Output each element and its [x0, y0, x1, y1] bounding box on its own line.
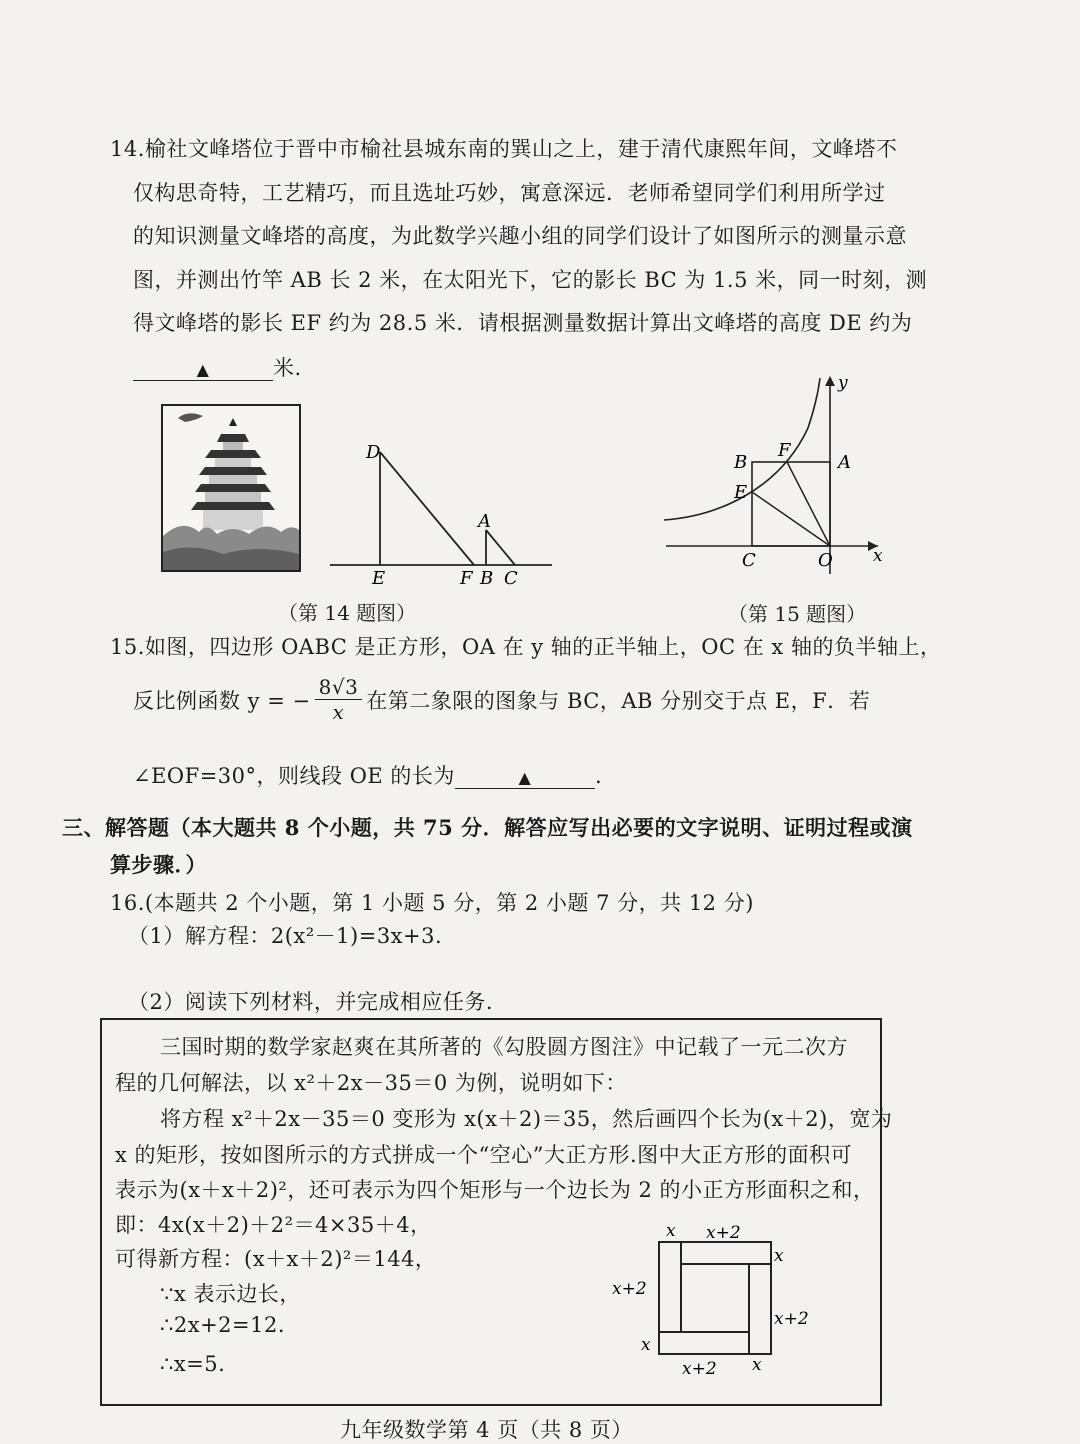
label-right-x: x — [774, 1246, 784, 1266]
material-line-7: 可得新方程：(x＋x＋2)²＝144， — [115, 1247, 437, 1271]
q15-line-1: 15.如图，四边形 OABC 是正方形，OA 在 y 轴的正半轴上，OC 在 x 轴的负半轴上， — [110, 635, 942, 659]
fig14-label-D: D — [366, 442, 381, 463]
q16-part2: （2）阅读下列材料，并完成相应任务. — [128, 990, 494, 1014]
fig14-caption: （第 14 题图） — [278, 601, 417, 625]
fig15-label-O: O — [818, 550, 833, 571]
fig15-label-B: B — [734, 452, 748, 473]
tower-photo — [161, 404, 301, 572]
material-line-1: 三国时期的数学家赵爽在其所著的《勾股圆方图注》中记载了一元二次方 — [160, 1035, 848, 1059]
label-top-x: x — [666, 1221, 676, 1241]
rect-right — [749, 1264, 771, 1354]
material-line-9: ∴2x+2=12. — [160, 1313, 286, 1337]
label-top-x2: x+2 — [706, 1223, 741, 1243]
material-line-4: x 的矩形，按如图所示的方式拼成一个“空心”大正方形.图中大正方形的面积可 — [115, 1143, 853, 1167]
q14-unit: 米. — [273, 356, 302, 380]
q16-header: 16.(本题共 2 个小题，第 1 小题 5 分，第 2 小题 7 分，共 12 分) — [110, 891, 754, 915]
fig15-label-F: F — [778, 440, 791, 461]
fig15-label-E: E — [734, 482, 748, 503]
q14-answer-line — [133, 352, 302, 382]
fig15-y-arrow — [825, 376, 835, 386]
section3-heading: 三、解答题（本大题共 8 个小题，共 75 分．解答应写出必要的文字说明、证明过程或演 — [62, 815, 913, 840]
rect-bottom — [659, 1332, 749, 1354]
fig15-label-x: x — [873, 546, 883, 566]
material-line-5: 表示为(x＋x＋2)²，还可表示为四个矩形与一个边长为 2 的小正方形面积之和， — [115, 1178, 875, 1202]
fig14-label-E: E — [372, 568, 386, 589]
material-line-3: 将方程 x²＋2x－35＝0 变形为 x(x＋2)＝35，然后画四个长为(x＋2)，宽为 — [160, 1107, 893, 1131]
q15-line-3 — [133, 760, 602, 790]
q15-question-text: ∠EOF=30°，则线段 OE 的长为 — [133, 764, 455, 788]
fig15-segment-OF — [787, 462, 830, 546]
hollow-square-figure — [600, 1214, 830, 1394]
q15-blank-mark: ▲ — [518, 768, 532, 787]
label-left-x2: x+2 — [612, 1279, 647, 1299]
q14-line-3: 的知识测量文峰塔的高度，为此数学兴趣小组的同学们设计了如图所示的测量示意 — [133, 224, 907, 248]
big-square — [659, 1242, 771, 1354]
figure-15 — [660, 370, 900, 580]
fig15-label-A: A — [838, 452, 851, 473]
fig14-label-F: F — [460, 568, 473, 589]
q14-line-5: 得文峰塔的影长 EF 约为 28.5 米．请根据测量数据计算出文峰塔的高度 DE 约为 — [133, 311, 913, 335]
label-left-x: x — [641, 1335, 651, 1355]
material-line-10: ∴x=5. — [160, 1352, 226, 1376]
fig14-label-B: B — [480, 568, 494, 589]
q15-fraction — [315, 675, 363, 724]
q15-frac-numerator: 8√3 — [315, 675, 363, 700]
fig15-segment-OE — [752, 492, 830, 546]
q14-answer-blank[interactable] — [133, 356, 273, 381]
q14-line-1: 14.榆社文峰塔位于晋中市榆社县城东南的巽山之上，建于清代康熙年间，文峰塔不 — [110, 137, 898, 161]
q14-line-2: 仅构思奇特，工艺精巧，而且选址巧妙，寓意深远．老师希望同学们利用所学过 — [133, 181, 886, 205]
q14-blank-mark: ▲ — [196, 360, 210, 379]
tower-illustration — [163, 406, 299, 570]
fig14-label-A: A — [478, 511, 491, 532]
page-footer: 九年级数学第 4 页（共 8 页） — [340, 1418, 633, 1442]
q15-function-prefix: 反比例函数 y = − — [133, 688, 311, 713]
q16-part1: （1）解方程：2(x²－1)=3x+3. — [128, 924, 443, 948]
material-line-6: 即：4x(x＋2)＋2²＝4×35＋4， — [115, 1213, 432, 1237]
label-right-x2: x+2 — [774, 1309, 809, 1329]
fig15-caption: （第 15 题图） — [728, 602, 867, 626]
material-line-2: 程的几何解法，以 x²＋2x－35＝0 为例，说明如下： — [115, 1071, 627, 1095]
q15-function-suffix: 在第二象限的图象与 BC，AB 分别交于点 E，F．若 — [366, 688, 871, 713]
label-bottom-x: x — [752, 1355, 762, 1375]
section3-heading-cont: 算步骤．） — [110, 852, 207, 877]
fig14-label-C: C — [504, 568, 518, 589]
label-bottom-x2: x+2 — [682, 1359, 717, 1379]
fig14-ray-AC — [486, 530, 515, 565]
figure-14 — [322, 436, 562, 596]
q15-frac-denominator: x — [332, 700, 345, 724]
rect-top — [681, 1242, 771, 1264]
q15-answer-blank[interactable] — [455, 764, 595, 789]
q15-line-2 — [133, 675, 870, 724]
q15-end-period: . — [594, 764, 603, 788]
material-line-8: ∵x 表示边长， — [160, 1282, 301, 1306]
fig15-label-y: y — [838, 373, 848, 393]
fig15-square-OABC — [752, 462, 830, 546]
fig15-label-C: C — [742, 550, 756, 571]
fig14-ray-DF — [380, 452, 474, 565]
rect-left — [659, 1242, 681, 1332]
q14-line-4: 图，并测出竹竿 AB 长 2 米，在太阳光下，它的影长 BC 为 1.5 米，同一时刻，测 — [133, 268, 928, 292]
